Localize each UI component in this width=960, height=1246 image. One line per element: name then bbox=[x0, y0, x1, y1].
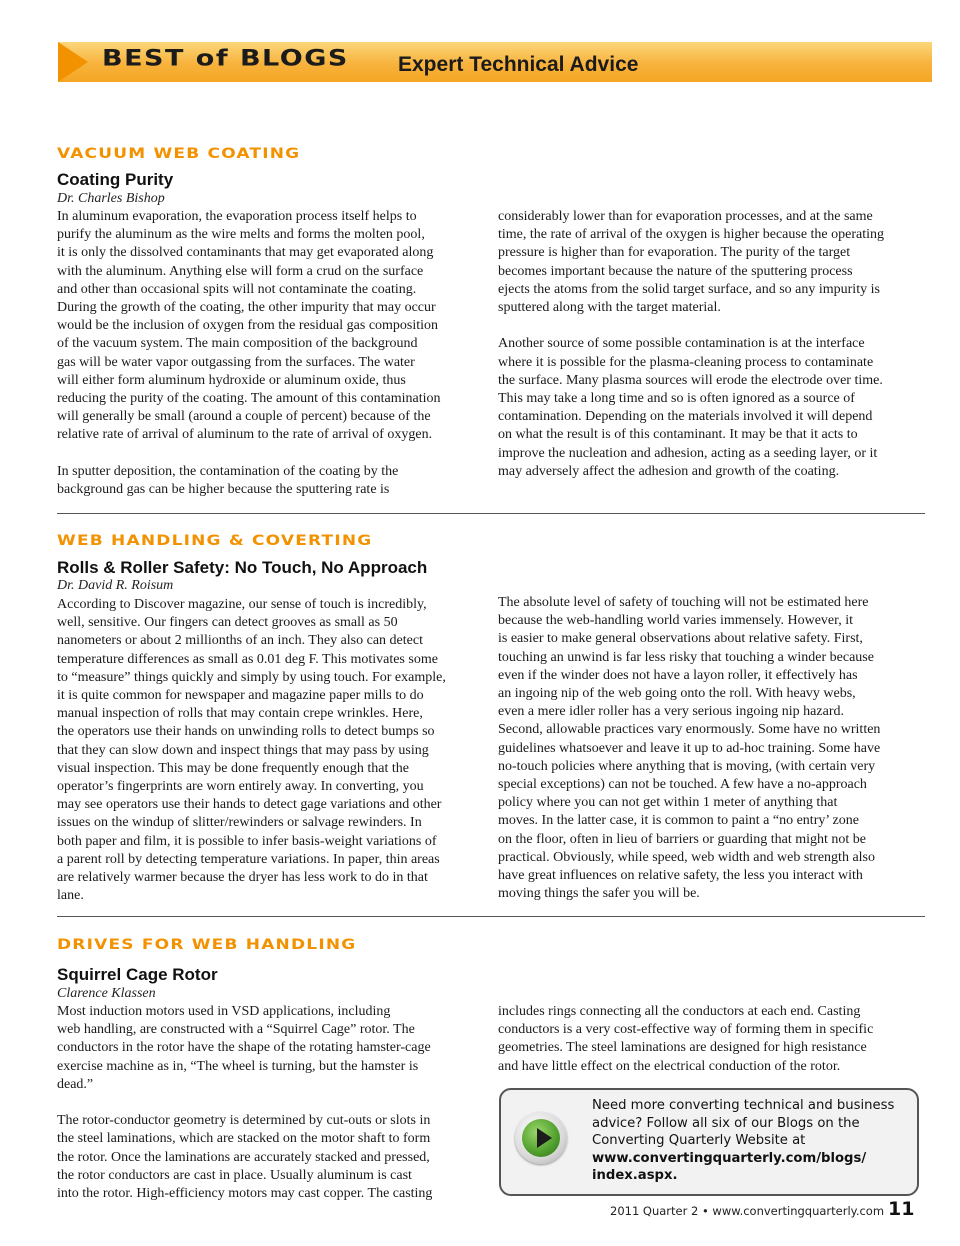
page-number: 11 bbox=[888, 1198, 915, 1220]
arrow-icon bbox=[58, 42, 88, 82]
article-title-squirrel-cage-rotor: Squirrel Cage Rotor bbox=[57, 965, 218, 984]
callout-text bbox=[592, 1097, 912, 1185]
article-title-coating-purity: Coating Purity bbox=[57, 170, 174, 189]
article-body-right: The absolute level of safety of touching will not be estimated here because the web-handling world varies immensely. However, it is easier to make general observations about relative safety. First, touching an unwind is far less risky that touching a winder because even if the winder does not have a layon roller, it effectively has an ingoing nip of the web going onto the roll. With heavy webs, even a mere idler roller has a very serious ingoing nip hazard. Second, allowable practices vary enormously. Some have no written guidelines whatsoever and leave it up to ad-hoc training. Some have no-touch policies where anything that is moving, (with certain very special exceptions) can not be touched. A few have a no-approach policy where you can not get within 1 meter of anything that moves. In the latter case, it is common to paint a “no entry’ zone on the floor, often in lieu of barriers or guarding that might not be practical. Obviously, while speed, web width and web strength also have great influences on relative safety, the less you interact with moving things the safer you will be. bbox=[498, 595, 881, 902]
callout-message: Need more converting technical and business advice? Follow all six of our Blogs on the Converting Quarterly Website at bbox=[592, 1098, 895, 1149]
page-subtitle: Expert Technical Advice bbox=[398, 53, 639, 76]
article-body-right: includes rings connecting all the conductors at each end. Casting conductors is a very cost-effective way of forming them in specific geometries. The steel laminations are designed for high resistance and have little effect on the electrical conduction of the rotor. bbox=[498, 1004, 874, 1074]
article-body-right: considerably lower than for evaporation processes, and at the same time, the rate of arrival of the oxygen is higher because the operating pressure is higher than for evaporation. The purity of the target becomes important because the nature of the sputtering process ejects the atoms from the solid target surface, and so any impurity is sputtered along with the target material. Another source of some possible contamination is at the interface where it is possible for the plasma-cleaning process to contaminate the surface. Many plasma sources will erode the electrode over time. This may take a long time and so is often ignored as a source of contamination. Depending on the materials involved it will depend on what the result is of this contaminant. It may be that it acts to improve the nucleation and adhesion, acting as a seeding layer, or it may adversely affect the adhesion and growth of the coating. bbox=[498, 209, 885, 479]
article-author: Dr. David R. Roisum bbox=[57, 578, 174, 593]
article-author: Dr. Charles Bishop bbox=[57, 191, 165, 206]
section-heading-drives: DRIVES FOR WEB HANDLING bbox=[57, 936, 357, 953]
article-body-left: In aluminum evaporation, the evaporation process itself helps to purify the aluminum as the wire melts and forms the molten pool, it is only the dissolved contaminants that may get evaporated along with the aluminum. Anything else will form a crud on the surface and other than occasional spits will not contaminate the coating. During the growth of the coating, the other impurity that may occur would be the inclusion of oxygen from the residual gas composition of the vacuum system. The main composition of the background gas will be water vapor outgassing from the surfaces. The water will either form aluminum hydroxide or aluminum oxide, thus reducing the purity of the coating. The amount of this contamination will generally be small (around a couple of percent) because of the relative rate of arrival of aluminum to the rate of arrival of oxygen. In sputter deposition, the contamination of the coating by the background gas can be higher because the sputtering rate is bbox=[57, 209, 441, 498]
page-title: BEST of BLOGS bbox=[102, 46, 349, 72]
section-heading-vacuum-web-coating: VACUUM WEB COATING bbox=[57, 145, 301, 162]
section-heading-web-handling: WEB HANDLING & COVERTING bbox=[57, 532, 373, 549]
article-body-left: Most induction motors used in VSD applications, including web handling, are constructed with a “Squirrel Cage” rotor. The conductors in the rotor have the shape of the rotating hamster-cage exercise machine as in, “The wheel is turning, but the hamster is dead.” The rotor-conductor geometry is determined by cut-outs or slots in the steel laminations, which are stacked on the motor shaft to form the rotor. Once the laminations are accurately stacked and pressed, the rotor conductors are cast in place. Usually aluminum is cast into the rotor. High-efficiency motors may cast copper. The casting bbox=[57, 1004, 433, 1202]
section-divider bbox=[57, 916, 925, 917]
article-author: Clarence Klassen bbox=[57, 986, 156, 1001]
article-title-roller-safety: Rolls & Roller Safety: No Touch, No Approach bbox=[57, 558, 428, 577]
section-divider bbox=[57, 513, 925, 514]
footer-issue-and-site: 2011 Quarter 2 • www.convertingquarterly.com bbox=[610, 1204, 885, 1218]
play-icon[interactable] bbox=[515, 1112, 567, 1164]
article-body-left: According to Discover magazine, our sense of touch is incredibly, well, sensitive. Our fingers can detect grooves as small as 50 nanometers or about 2 millionths of an inch. They also can detect temperature differences as small as 0.01 deg F. This motivates some to “measure” things quickly and simply by using touch. For example, it is quite common for newspaper and magazine paper mills to do manual inspection of rolls that may contain crepe wrinkles. Here, the operators use their hands on unwinding rolls to detect bumps so that they can slow down and inspect things that may pass by using visual inspection. This may be done frequently enough that the operator’s fingerprints are worn entirely away. In converting, you may see operators use their hands to detect gage variations and other issues on the windup of slitter/rewinders or salvage rewinders. In both paper and film, it is possible to infer basis-weight variations of a parent roll by detecting temperature variations. In paper, thin areas are relatively warmer because the dryer has less work to do in that lane. bbox=[57, 597, 446, 904]
blogs-link[interactable]: www.convertingquarterly.com/blogs/ index.aspx. bbox=[592, 1150, 867, 1184]
